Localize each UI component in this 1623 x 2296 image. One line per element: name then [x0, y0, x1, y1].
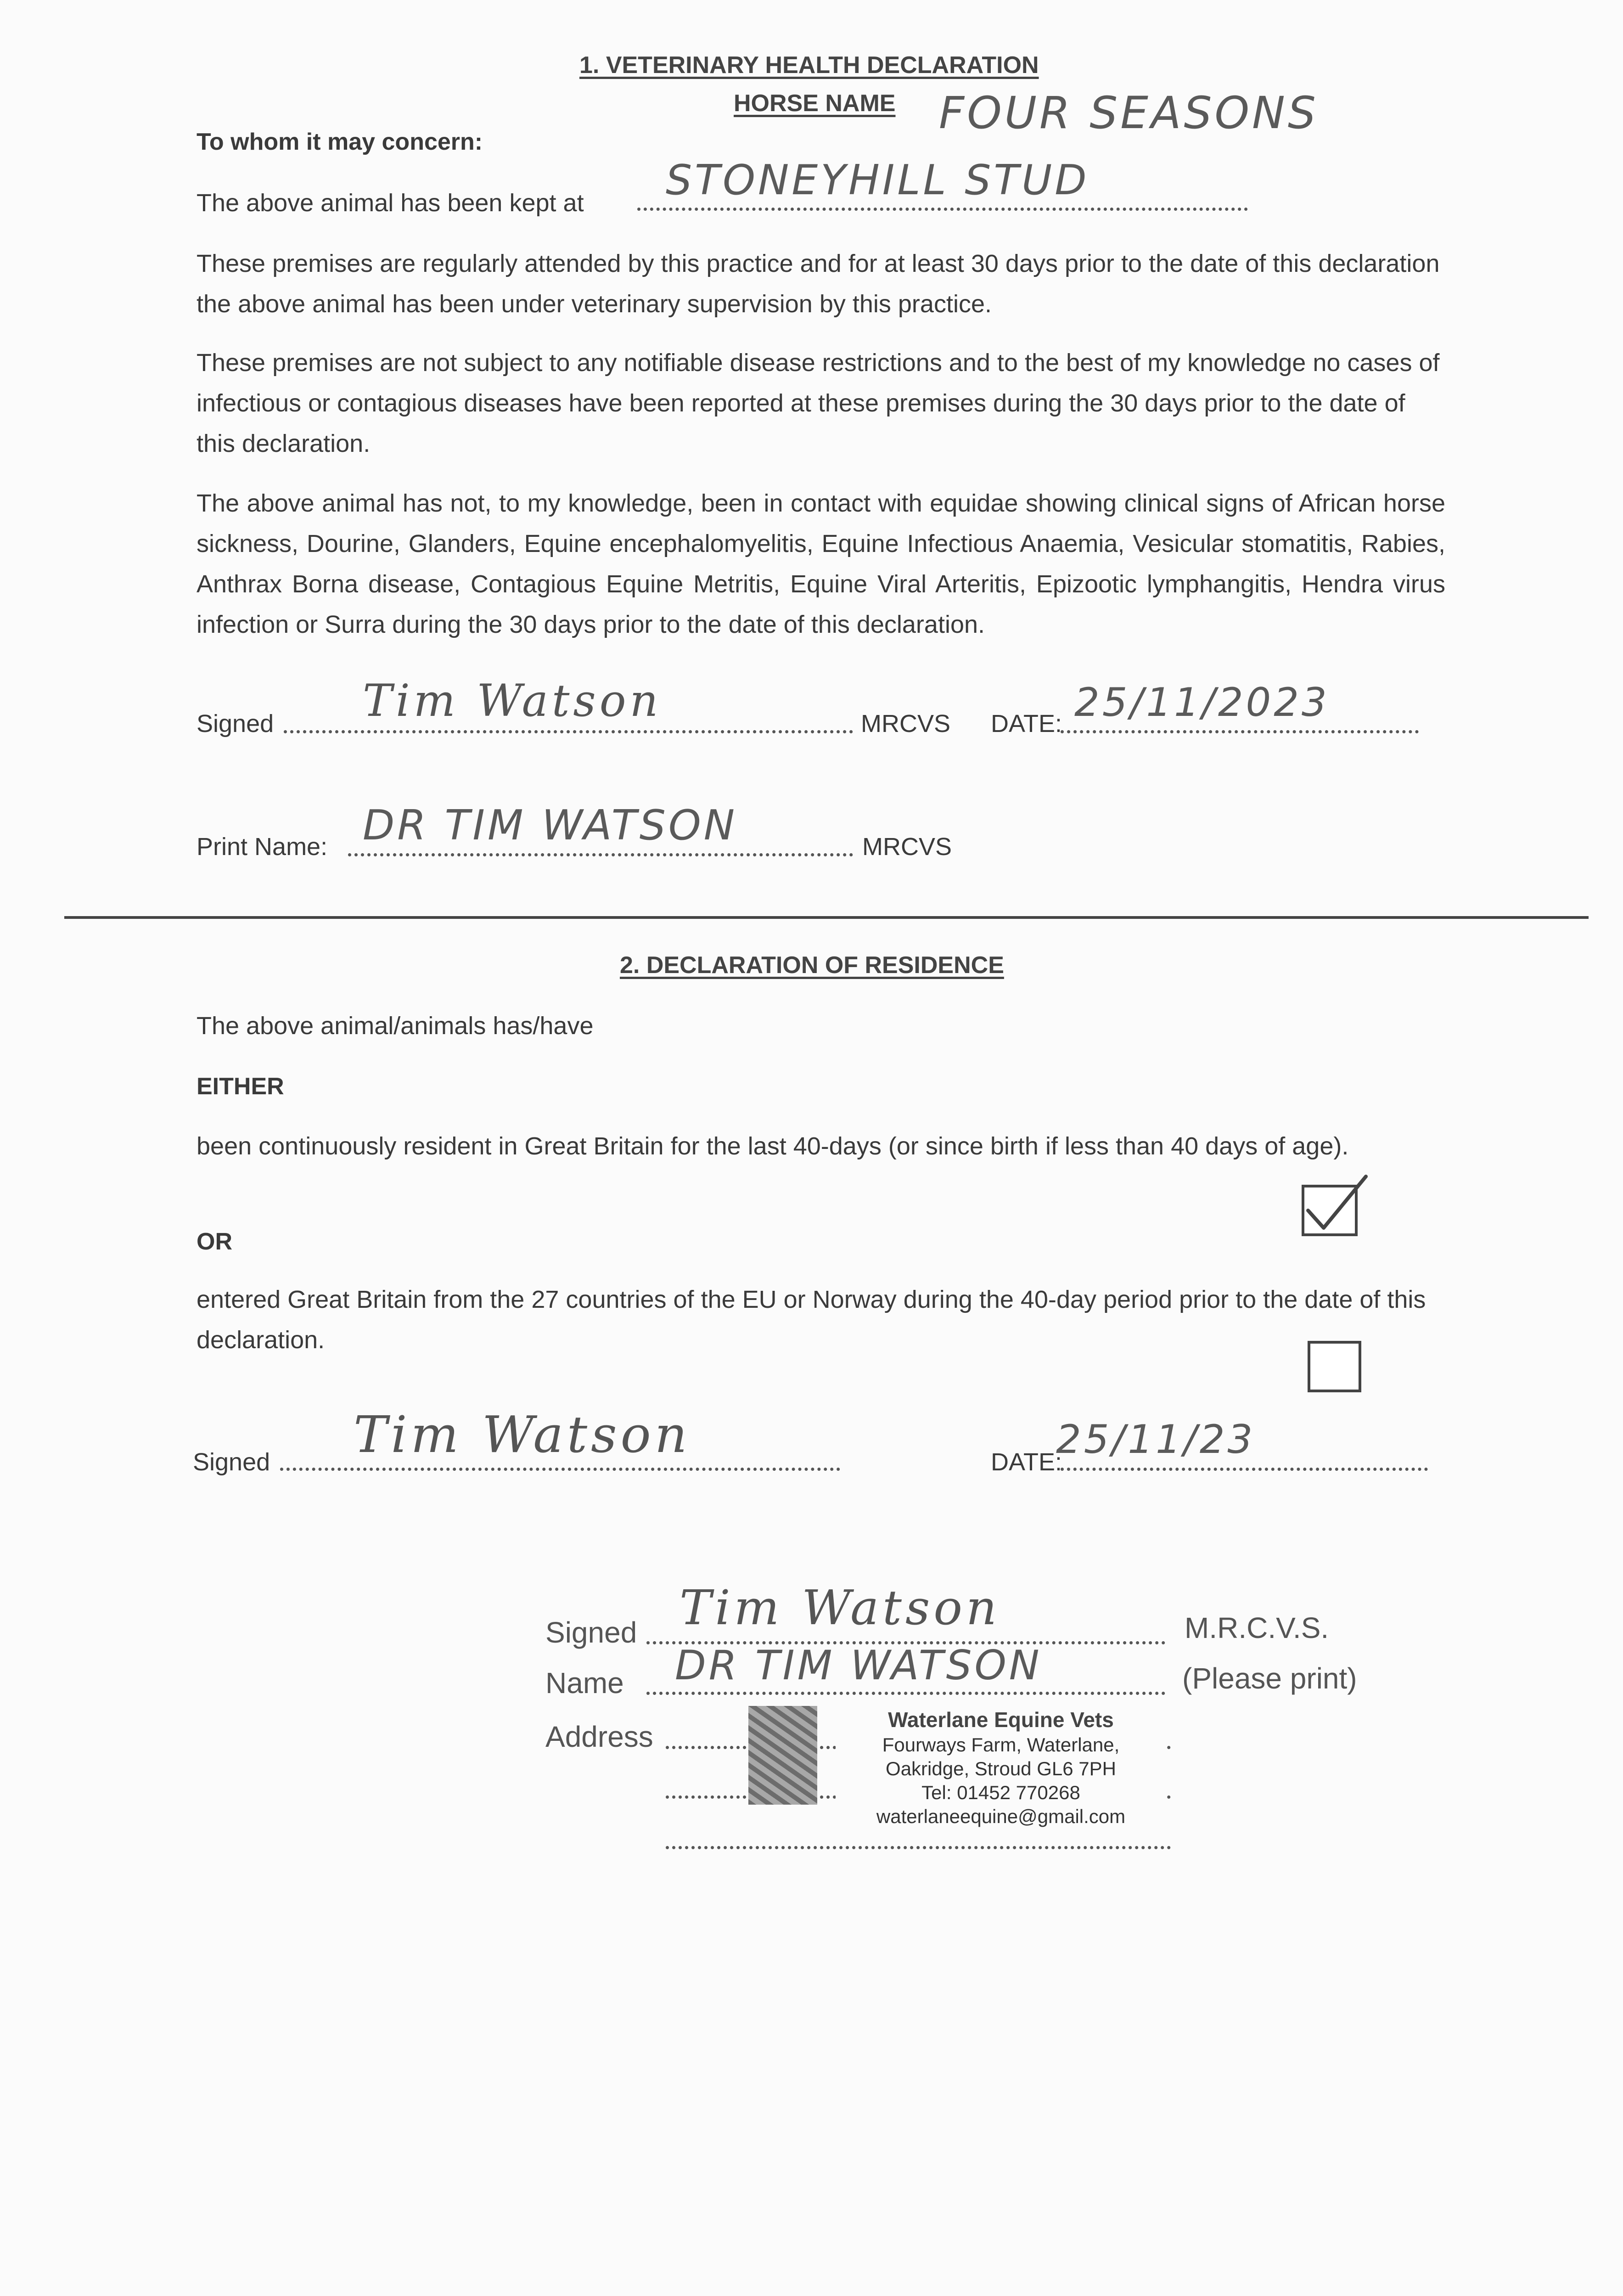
kept-at-line	[637, 208, 1248, 211]
paragraph-supervision: These premises are regularly attended by this practice and for at least 30 days prior to the date of this declaration the above animal has been under veterinary supervision by this practice.	[197, 250, 1440, 318]
either-label: EITHER	[197, 1073, 284, 1100]
footer-mrcvs-label: M.R.C.V.S.	[1185, 1611, 1329, 1644]
footer-name-label: Name	[545, 1666, 624, 1699]
footer-please-print-label: (Please print)	[1182, 1662, 1357, 1695]
option2-checkbox[interactable]	[1308, 1341, 1361, 1392]
mrcvs-label-1: MRCVS	[861, 710, 951, 737]
section2-heading: 2. DECLARATION OF RESIDENCE	[620, 952, 1004, 979]
paragraph-contact-declaration: The above animal has not, to my knowledge, been in contact with equidae showing clinical signs of African horse sickness, Dourine, Glanders, Equine encephalomyelitis, Equine Infectious Anaemia, Vesicular stomatitis, Rabies, Anthrax Borna disease, Contagious Equine Metritis, Equine Viral Arteritis, Epizootic lymphangitis, Hendra virus infection or Surra during the 30 days prior to the date of this declaration.	[197, 490, 1445, 638]
footer-signed-label: Signed	[545, 1616, 637, 1649]
signed-line-2	[280, 1468, 840, 1471]
stamp-practice-name: Waterlane Equine Vets	[888, 1708, 1114, 1732]
date-line-1	[1061, 730, 1419, 733]
date-value-1: 25/11/2023	[1074, 680, 1330, 726]
signed-label-1: Signed	[197, 710, 274, 737]
kept-at-label: The above animal has been kept at	[197, 189, 584, 217]
stamp-phone-line: Tel: 01452 770268	[921, 1782, 1080, 1803]
checkmark-icon	[1302, 1168, 1370, 1237]
date-label-2: DATE:	[991, 1448, 1062, 1476]
signature-2: Tim Watson	[354, 1405, 691, 1464]
date-value-2: 25/11/23	[1056, 1417, 1256, 1463]
signature-1: Tim Watson	[363, 675, 662, 726]
section1-heading: 1. VETERINARY HEALTH DECLARATION	[579, 52, 1039, 79]
option2-text: entered Great Britain from the 27 countries of the EU or Norway during the 40-day period prior to the date of this declaration.	[197, 1286, 1426, 1354]
stamp-email-line: waterlaneequine@gmail.com	[876, 1806, 1126, 1827]
section-divider	[64, 916, 1589, 919]
date-line-2	[1061, 1468, 1428, 1471]
horse-name-label: HORSE NAME	[734, 90, 896, 117]
date-label-1: DATE:	[991, 710, 1062, 737]
print-name-value: DR TIM WATSON	[363, 801, 738, 850]
footer-signature: Tim Watson	[680, 1580, 1000, 1636]
or-label: OR	[197, 1228, 232, 1255]
stamp-address-line: Fourways Farm, Waterlane,	[882, 1734, 1120, 1756]
signed-line-1	[284, 730, 853, 733]
address-stamp	[836, 1707, 1166, 1828]
salutation: To whom it may concern:	[197, 129, 483, 155]
stamp-town-line: Oakridge, Stroud GL6 7PH	[886, 1758, 1116, 1779]
practice-logo	[748, 1706, 817, 1805]
footer-address-label: Address	[545, 1720, 653, 1753]
print-name-label: Print Name:	[197, 833, 328, 861]
option1-checkbox[interactable]	[1302, 1185, 1358, 1236]
option1-text: been continuously resident in Great Britain for the last 40-days (or since birth if less than 40 days of age).	[197, 1132, 1349, 1160]
signed-label-2: Signed	[193, 1448, 270, 1476]
paragraph-notifiable-disease: These premises are not subject to any notifiable disease restrictions and to the best of my knowledge no cases of infectious or contagious diseases have been reported at these premises during the 30 days prior to the date of this declaration.	[197, 349, 1440, 457]
kept-at-value: STONEYHILL STUD	[666, 156, 1089, 204]
print-name-line	[348, 853, 853, 856]
print-mrcvs-label: MRCVS	[862, 833, 952, 861]
horse-name-value: FOUR SEASONS	[939, 87, 1319, 139]
residence-intro: The above animal/animals has/have	[197, 1012, 594, 1040]
footer-name-line	[646, 1692, 1165, 1695]
address-line-3	[666, 1846, 1171, 1849]
footer-name-value: DR TIM WATSON	[675, 1642, 1042, 1689]
